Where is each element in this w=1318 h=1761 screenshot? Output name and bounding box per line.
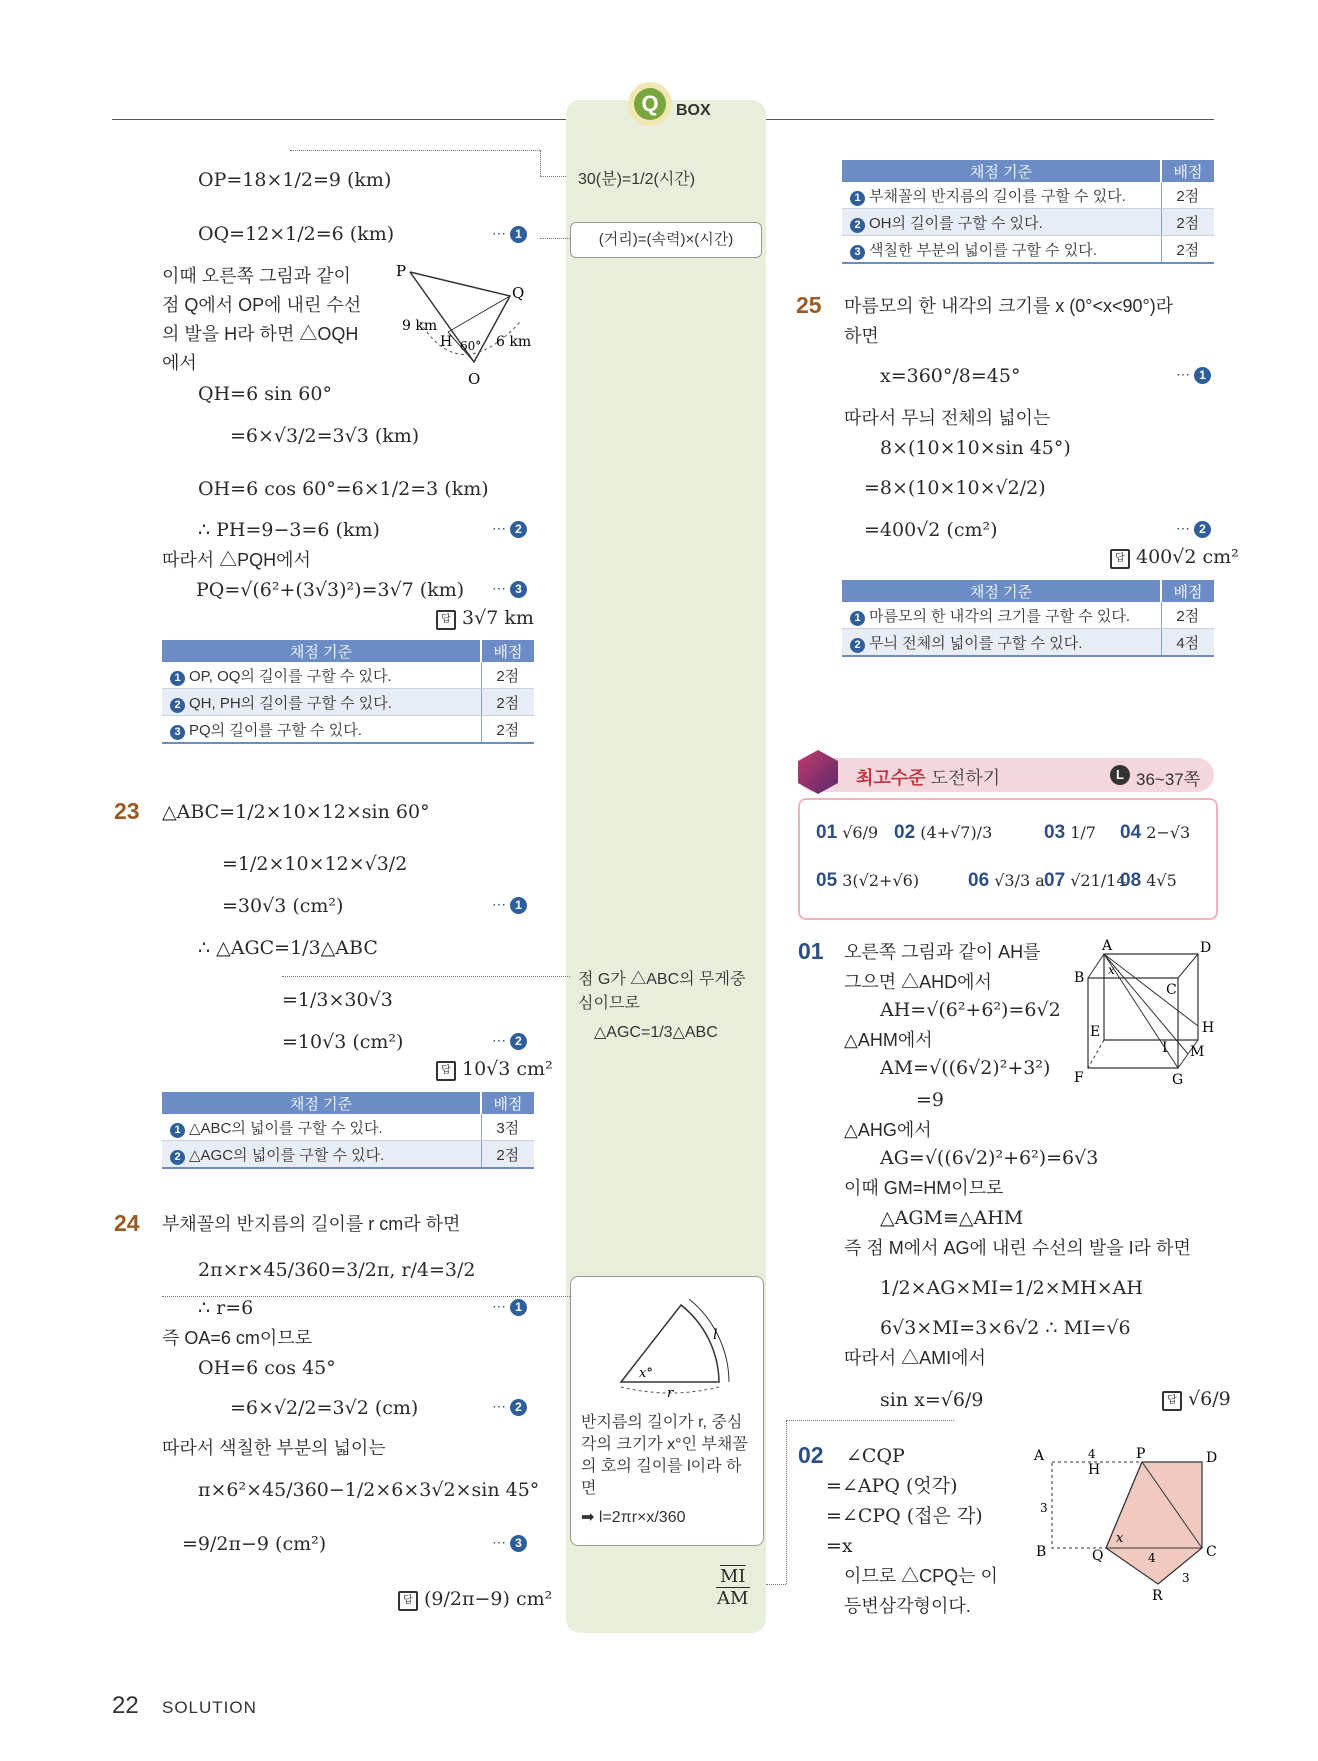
step-marker: ⋯ 1 xyxy=(492,1298,527,1316)
fold-x: x xyxy=(1116,1531,1124,1546)
pqh-intro: 따라서 △PQH에서 xyxy=(162,550,311,570)
p24-line: 2π×r×45/360=3/2π, r/4=3/2 xyxy=(198,1259,476,1281)
p25-line: =8×(10×10×√2/2) xyxy=(864,477,1046,499)
s01-line: 즉 점 M에서 AG에 내린 수선의 발을 I라 하면 xyxy=(844,1238,1191,1258)
scoring-table-25: 채점 기준 배점 1 마름모의 한 내각의 크기를 구할 수 있다. 2점 2 무늬 전체의 넓이를 구할 수 있다. 4점 xyxy=(842,580,1214,657)
fold-r: R xyxy=(1152,1588,1163,1604)
fold-b: B xyxy=(1036,1544,1047,1560)
step-marker: ⋯ 1 xyxy=(492,225,527,243)
p25-line: x=360°/8=45° xyxy=(880,365,1021,387)
qbox-badge xyxy=(620,78,730,122)
tri-h: H xyxy=(440,334,453,350)
oq-line: OQ=12×1/2=6 (km) xyxy=(198,223,395,245)
step-marker: ⋯ 1 xyxy=(1176,366,1211,384)
tri-60: 60° xyxy=(460,339,482,353)
cube-x: x xyxy=(1108,963,1115,977)
op-line: OP=18×1/2=9 (km) xyxy=(198,169,392,191)
tri-6km: 6 km xyxy=(496,334,532,350)
answer-icon: 답 xyxy=(436,1061,456,1081)
step-marker: ⋯ 2 xyxy=(492,1398,527,1416)
scoring-table-23: 채점 기준 배점 1 △ABC의 넓이를 구할 수 있다. 3점 2 △AGC의 넓이를 구할 수 있다. 2점 xyxy=(162,1092,534,1169)
answer-icon: 답 xyxy=(398,1591,418,1611)
p24-line: 즉 OA=6 cm이므로 xyxy=(162,1328,313,1348)
qbox-note-3b: 심이므로 xyxy=(578,995,640,1012)
explain-line: 이때 오른쪽 그림과 같이 xyxy=(162,266,351,286)
explain-line: 의 발을 H라 하면 △OQH xyxy=(162,324,359,344)
scoring-table-24: 채점 기준 배점 1 부채꼴의 반지름의 길이를 구할 수 있다. 2점 2 OH의 길이를 구할 수 있다. 2점 3 색칠한 부분의 넓이를 구할 수 있다. 2점 xyxy=(842,160,1214,264)
fold-3b: 3 xyxy=(1182,1571,1190,1585)
answer-icon: 답 xyxy=(1110,549,1130,569)
problem-number-23: 23 xyxy=(114,798,140,824)
cube-logo-icon xyxy=(798,750,838,794)
challenge-l-icon: L xyxy=(1110,765,1130,785)
step-marker: ⋯ 2 xyxy=(1176,520,1211,538)
leader-line xyxy=(540,238,570,239)
p25-line: 하면 xyxy=(844,326,879,346)
p23-line: =1/2×10×12×√3/2 xyxy=(222,853,408,875)
qbox-note-4 xyxy=(570,1276,764,1546)
s01-line: AH=√(6²+6²)=6√2 xyxy=(880,999,1061,1021)
answer-01: 답 √6/9 xyxy=(1162,1388,1231,1411)
scoring-table-22: 채점 기준 배점 1 OP, OQ의 길이를 구할 수 있다. 2점 2 QH, PH의 길이를 구할 수 있다. 2점 3 PQ의 길이를 구할 수 있다. 2점 xyxy=(162,640,534,744)
s02-line: 등변삼각형이다. xyxy=(844,1596,971,1616)
cube-i: I xyxy=(1162,1040,1168,1056)
answer-box xyxy=(798,798,1218,920)
footer-label: SOLUTION xyxy=(162,1698,257,1717)
leader-line xyxy=(162,1296,572,1297)
p24-line: OH=6 cos 45° xyxy=(198,1357,336,1379)
qbox-note-3c: △AGC=1/3△ABC xyxy=(594,1024,718,1041)
qbox-note-3a: 점 G가 △ABC의 무게중 xyxy=(578,971,746,988)
fold-3: 3 xyxy=(1040,1501,1048,1515)
qh-line: QH=6 sin 60° xyxy=(198,383,332,405)
p24-line: 따라서 색칠한 부분의 넓이는 xyxy=(162,1438,386,1458)
cube-g: G xyxy=(1172,1072,1184,1088)
pq-line: PQ=√(6²+(3√3)²)=3√7 (km) xyxy=(196,579,465,601)
answer-item: 03 1/7 xyxy=(1044,822,1096,843)
cube-d: D xyxy=(1200,940,1212,956)
p24-line: π×6²×45/360−1/2×6×3√2×sin 45° xyxy=(198,1479,540,1501)
answer-23: 답 10√3 cm² xyxy=(436,1058,553,1081)
p24-line: ∴ r=6 xyxy=(198,1297,254,1319)
s01-line: △AGM≡△AHM xyxy=(880,1207,1024,1229)
fold-p: P xyxy=(1136,1446,1146,1462)
step-marker: ⋯ 2 xyxy=(492,520,527,538)
qbox-note-4b: 각의 크기가 x°인 부채꼴 xyxy=(581,1436,748,1453)
sector-l: l xyxy=(713,1327,718,1343)
step-marker: ⋯ 1 xyxy=(492,896,527,914)
challenge-banner xyxy=(798,758,1214,792)
cube-h: H xyxy=(1202,1020,1215,1036)
s01-line: AG=√((6√2)²+6²)=6√3 xyxy=(880,1147,1099,1169)
tri-p: P xyxy=(396,262,407,280)
qbox-note-4c: 의 호의 길이를 l이라 하 xyxy=(581,1458,742,1475)
qbox-note-2: (거리)=(속력)×(시간) xyxy=(570,222,762,258)
p23-line: =1/3×30√3 xyxy=(282,989,393,1011)
oh-line: OH=6 cos 60°=6×1/2=3 (km) xyxy=(198,478,489,500)
cube-a: A xyxy=(1102,938,1113,954)
challenge-title: 최고수준 도전하기 xyxy=(856,768,1001,788)
answer-item: 05 3(√2+√6) xyxy=(816,870,920,891)
answer-item: 04 2−√3 xyxy=(1120,822,1191,843)
s01-line: 그으면 △AHD에서 xyxy=(844,972,992,992)
s02-line: =∠APQ (엇각) xyxy=(826,1475,958,1497)
sector-figure xyxy=(601,1287,731,1397)
answer-item: 01 √6/9 xyxy=(816,822,879,843)
answer-icon: 답 xyxy=(436,610,456,630)
qbox-note-4d: 면 xyxy=(581,1480,597,1497)
s01-line: △AHM에서 xyxy=(844,1030,933,1050)
p25-line: =400√2 (cm²) xyxy=(864,519,998,541)
challenge-pages: 36~37쪽 xyxy=(1136,770,1201,789)
leader-line xyxy=(786,1420,954,1421)
cube-f: F xyxy=(1074,1070,1084,1086)
p25-line: 따라서 무늬 전체의 넓이는 xyxy=(844,408,1051,428)
p23-line: ∴ △AGC=1/3△ABC xyxy=(198,937,378,959)
p25-line: 마름모의 한 내각의 크기를 x (0°<x<90°)라 xyxy=(844,296,1174,316)
p24-line: =6×√2/2=3√2 (cm) xyxy=(230,1397,419,1419)
qbox-note-4a: 반지름의 길이가 r, 중심 xyxy=(581,1414,743,1431)
answer-item: 02 (4+√7)/3 xyxy=(894,822,993,843)
q-letter: Q xyxy=(634,88,666,120)
fold-q: Q xyxy=(1092,1548,1104,1564)
step-marker: ⋯ 2 xyxy=(492,1032,527,1050)
answer-icon: 답 xyxy=(1162,1391,1182,1411)
leader-line xyxy=(290,150,540,151)
qh-line: =6×√3/2=3√3 (km) xyxy=(230,425,420,447)
fold-figure xyxy=(1030,1446,1220,1606)
s01-line: 1/2×AG×MI=1/2×MH×AH xyxy=(880,1277,1143,1299)
step-marker: ⋯ 3 xyxy=(492,1534,527,1552)
cube-figure xyxy=(1066,938,1216,1088)
p23-line: △ABC=1/2×10×12×sin 60° xyxy=(162,801,430,823)
explain-line: 점 Q에서 OP에 내린 수선 xyxy=(162,295,362,315)
solution-number-02: 02 xyxy=(798,1442,824,1468)
answer-item: 07 √21/14 xyxy=(1044,870,1127,891)
tri-o: O xyxy=(468,370,481,388)
explain-line: 에서 xyxy=(162,353,197,373)
fold-h: H xyxy=(1088,1462,1101,1478)
p24-intro: 부채꼴의 반지름의 길이를 r cm라 하면 xyxy=(162,1214,461,1234)
answer-25: 답 400√2 cm² xyxy=(1110,546,1239,569)
leader-line xyxy=(540,176,566,177)
qbox-note-4e: ➡ l=2πr×x/360 xyxy=(581,1509,686,1526)
p24-line: =9/2π−9 (cm²) xyxy=(182,1533,327,1555)
cube-c: C xyxy=(1166,982,1177,998)
cube-m: M xyxy=(1190,1044,1205,1060)
step-marker: ⋯ 3 xyxy=(492,580,527,598)
leader-line xyxy=(540,150,541,176)
s02-line: ∠CQP xyxy=(846,1445,905,1467)
s01-line: 따라서 △AMI에서 xyxy=(844,1348,986,1368)
answer-item: 06 √3/3 a xyxy=(968,870,1045,891)
tri-q: Q xyxy=(512,284,525,302)
problem-number-24: 24 xyxy=(114,1210,140,1236)
p25-line: 8×(10×10×sin 45°) xyxy=(880,437,1071,459)
qbox-note-1: 30(분)=1/2(시간) xyxy=(578,171,696,188)
ph-line: ∴ PH=9−3=6 (km) xyxy=(198,519,380,541)
triangle-figure xyxy=(390,262,540,390)
leader-line xyxy=(786,1420,787,1584)
s01-line: 6√3×MI=3×6√2 ∴ MI=√6 xyxy=(880,1317,1131,1339)
s01-line: 오른쪽 그림과 같이 AH를 xyxy=(844,942,1041,962)
sector-x: x° xyxy=(639,1366,653,1381)
sector-r: r xyxy=(667,1386,674,1397)
s01-line: sin x=√6/9 xyxy=(880,1389,984,1411)
answer-22: 답 3√7 km xyxy=(436,607,534,630)
s01-line: △AHG에서 xyxy=(844,1120,932,1140)
s02-line: =∠CPQ (접은 각) xyxy=(826,1505,983,1527)
fold-d: D xyxy=(1206,1450,1218,1466)
fold-4b: 4 xyxy=(1148,1551,1156,1565)
answer-item: 08 4√5 xyxy=(1120,870,1177,891)
s01-line: 이때 GM=HM이므로 xyxy=(844,1178,1004,1198)
qbox-fraction: $\overline{MI}$ $\overline{AM}$ xyxy=(717,1566,749,1609)
s02-line: 이므로 △CPQ는 이 xyxy=(844,1566,998,1586)
cube-e: E xyxy=(1090,1024,1101,1040)
p23-line: =30√3 (cm²) xyxy=(222,895,344,917)
fold-4: 4 xyxy=(1088,1447,1096,1461)
p23-line: =10√3 (cm²) xyxy=(282,1031,404,1053)
leader-line xyxy=(766,1584,786,1585)
s01-line: =9 xyxy=(916,1089,945,1111)
solution-number-01: 01 xyxy=(798,938,824,964)
box-label: BOX xyxy=(676,102,711,119)
s02-line: =x xyxy=(826,1535,853,1557)
problem-number-25: 25 xyxy=(796,292,822,318)
leader-line xyxy=(282,976,570,977)
fold-a: A xyxy=(1034,1448,1045,1464)
fold-c: C xyxy=(1206,1544,1217,1560)
answer-24: 답 (9/2π−9) cm² xyxy=(398,1588,552,1611)
page-number: 22 xyxy=(112,1692,139,1719)
cube-b: B xyxy=(1074,970,1085,986)
s01-line: AM=√((6√2)²+3²) xyxy=(880,1057,1051,1079)
tri-9km: 9 km xyxy=(402,318,438,334)
